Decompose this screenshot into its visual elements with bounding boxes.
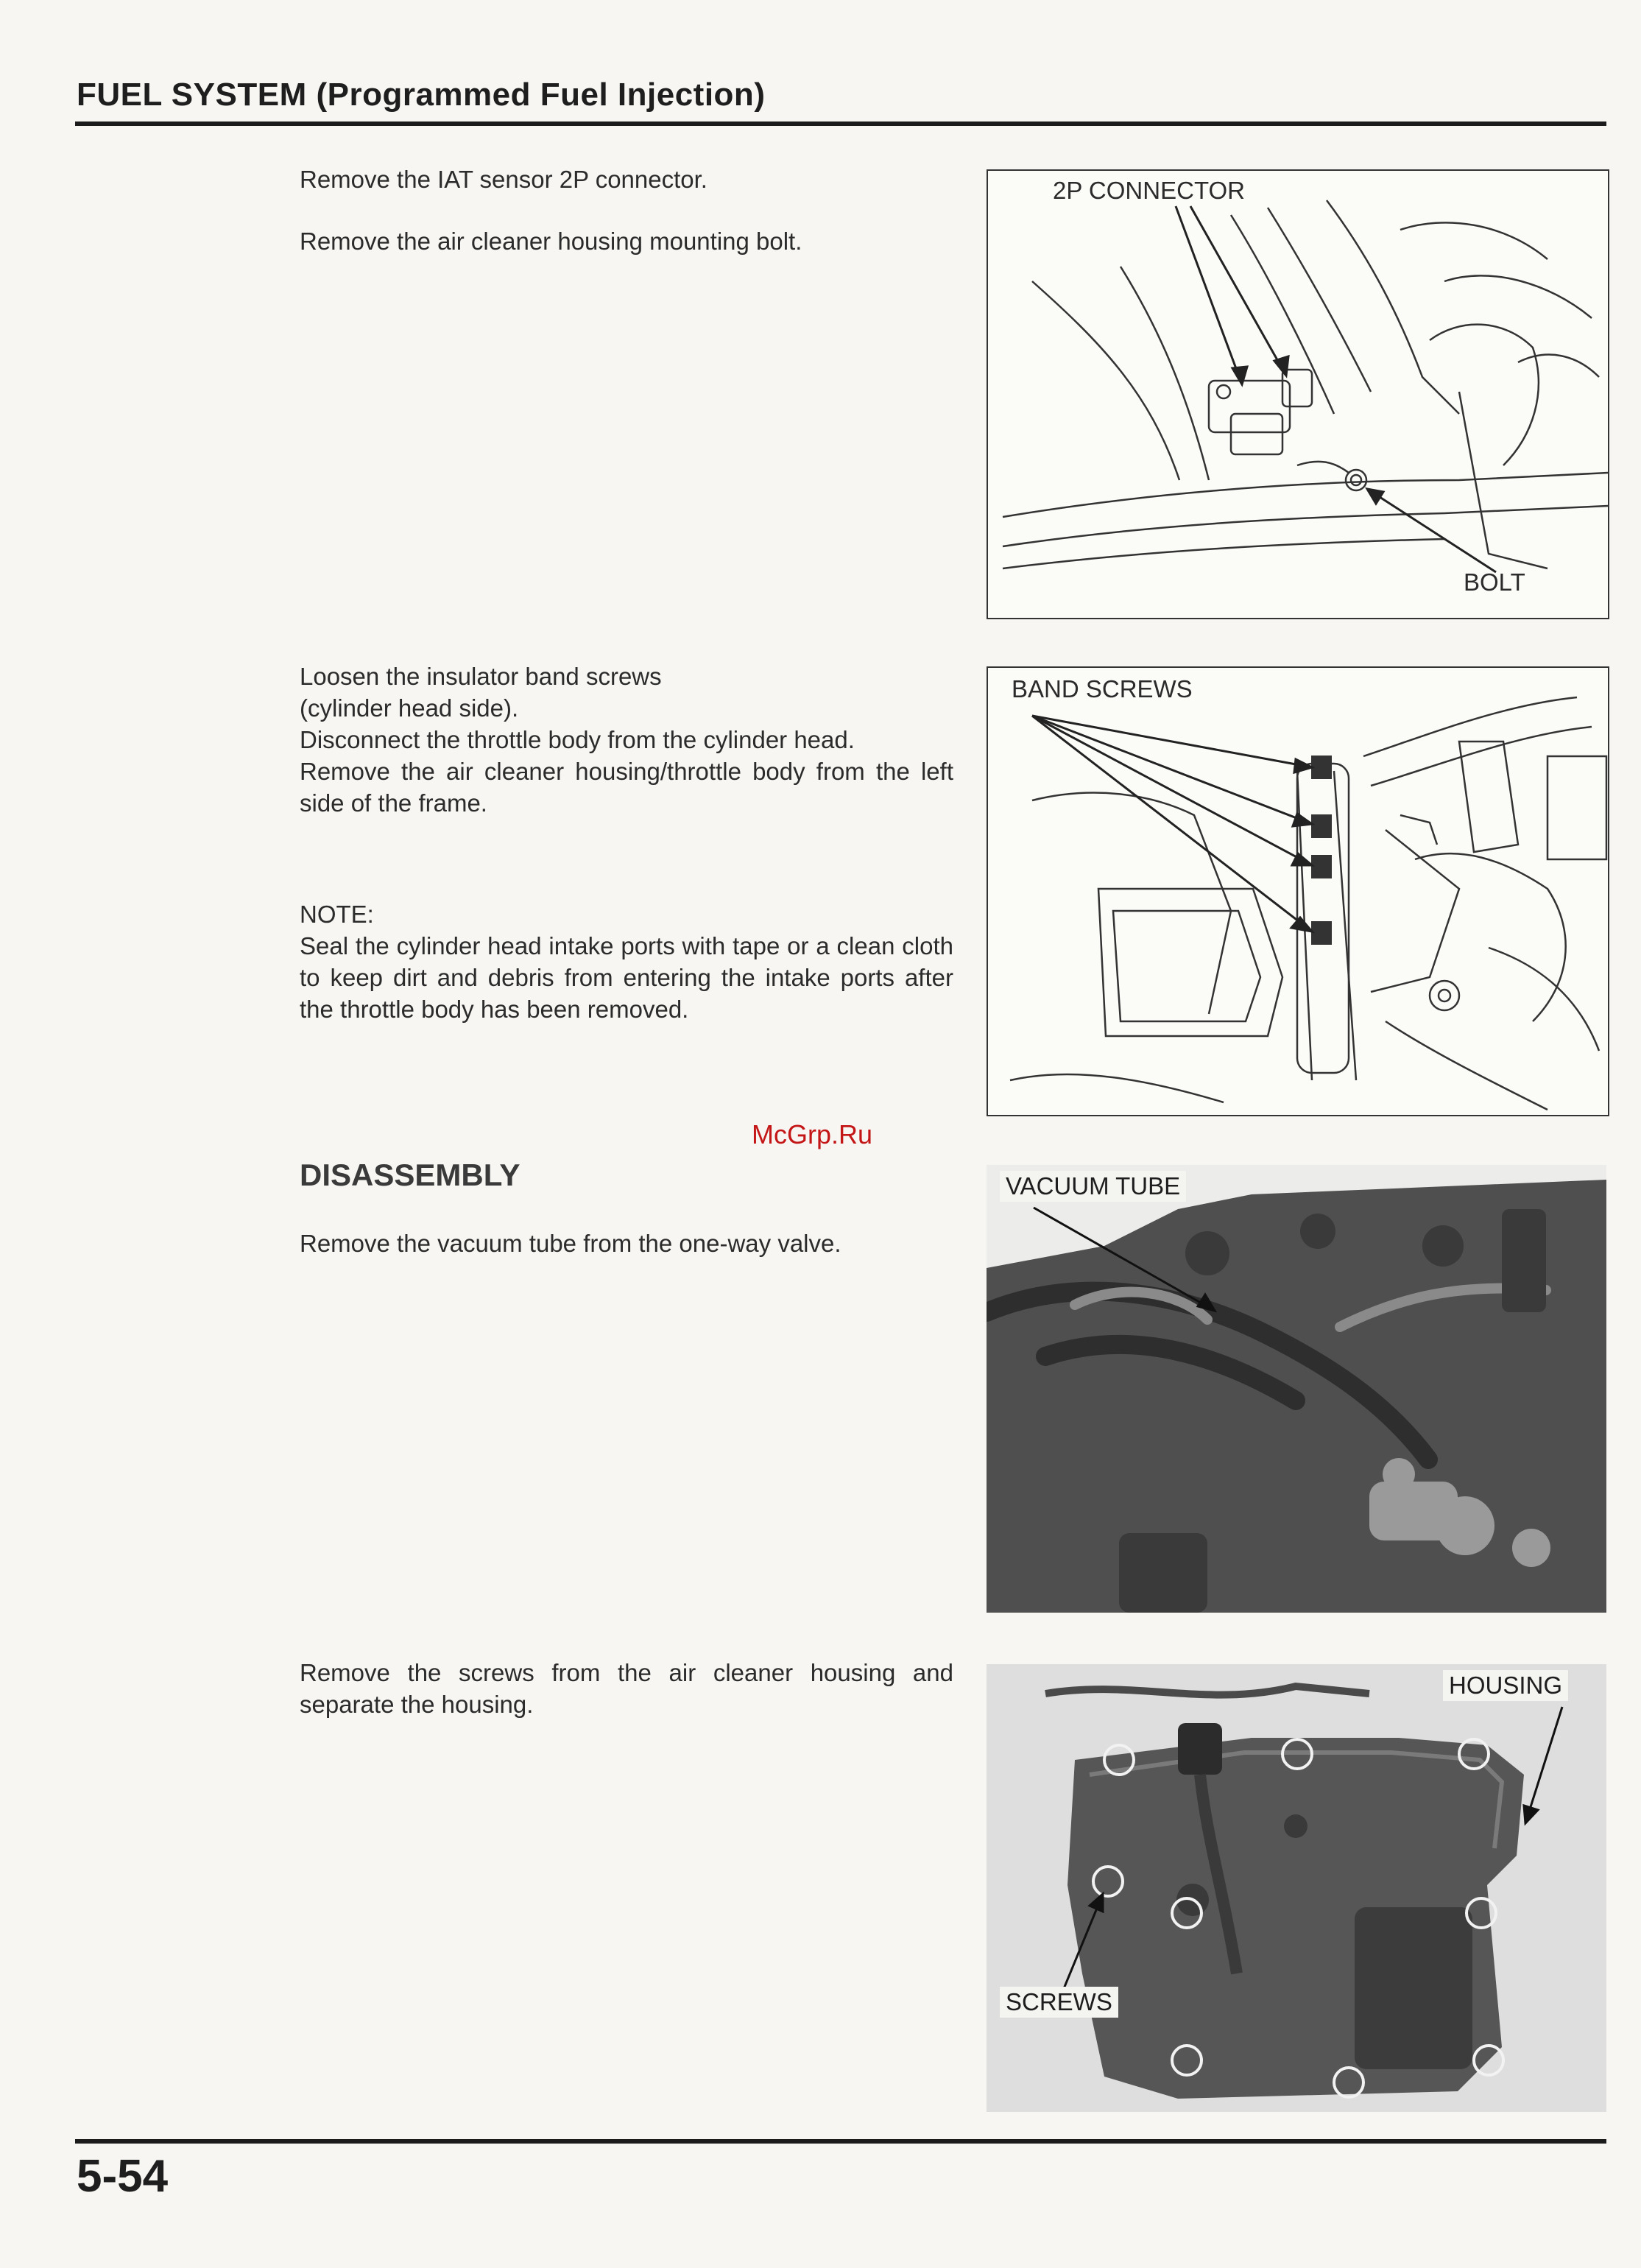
figure-band-screws [987,666,1609,1116]
label-band-screws: BAND SCREWS [1012,675,1193,702]
footer-rule [75,2139,1606,2144]
label-housing: HOUSING [1443,1670,1568,1701]
photo-air-cleaner-housing [987,1664,1606,2112]
step-disconnect-throttle-body: Disconnect the throttle body from the cylinder head. [300,726,855,753]
step-loosen-band-screws-line2: (cylinder head side). [300,694,519,722]
header-rule [75,122,1606,126]
step-loosen-band-screws-line1: Loosen the insulator band screws [300,663,662,690]
page-number: 5-54 [77,2151,169,2202]
step-remove-mounting-bolt: Remove the air cleaner housing mounting bolt. [300,228,802,255]
label-2p-connector: 2P CONNECTOR [1053,177,1246,204]
watermark: McGrp.Ru [752,1119,873,1149]
step-remove-vacuum-tube: Remove the vacuum tube from the one-way valve. [300,1230,841,1257]
page-header-title: FUEL SYSTEM (Programmed Fuel Injection) [77,77,766,113]
figure-band-screws-drawing [988,668,1608,1115]
note-label: NOTE: [300,901,374,928]
step-remove-housing-screws: Remove the screws from the air cleaner housing and separate the housing. [300,1659,953,1718]
section-title-disassembly: DISASSEMBLY [300,1158,520,1192]
label-bolt: BOLT [1464,568,1525,596]
figure-2p-connector-drawing [988,171,1608,618]
figure-2p-connector-bolt [987,169,1609,619]
label-screws: SCREWS [1000,1987,1118,2018]
photo-housing-illustration [987,1664,1606,2112]
step-remove-iat-connector: Remove the IAT sensor 2P connector. [300,166,707,193]
note-text: Seal the cylinder head intake ports with tape or a clean cloth to keep dirt and debris from entering the intake ports after the throttle body has been removed. [300,932,953,1023]
photo-vacuum-tube [987,1165,1606,1613]
step-remove-housing-throttle-body: Remove the air cleaner housing/throttle body from the left side of the frame. [300,758,953,817]
photo-vacuum-tube-illustration [987,1165,1606,1613]
label-vacuum-tube: VACUUM TUBE [1000,1171,1186,1202]
